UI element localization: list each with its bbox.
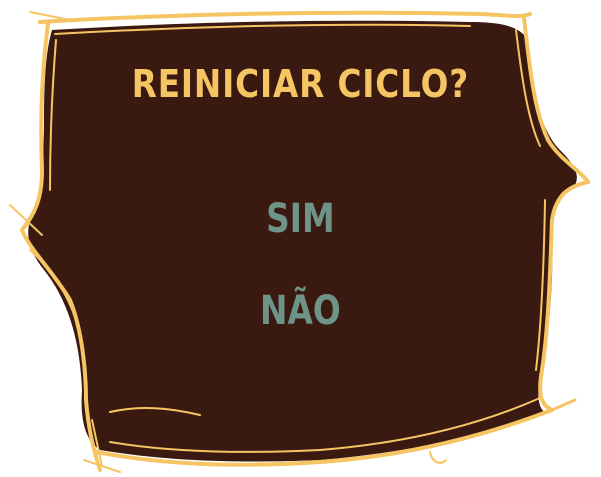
yes-option-button[interactable]: SIM — [266, 196, 335, 242]
dialog-title: REINICIAR CICLO? — [131, 62, 470, 106]
no-option-button[interactable]: NÃO — [260, 288, 341, 334]
